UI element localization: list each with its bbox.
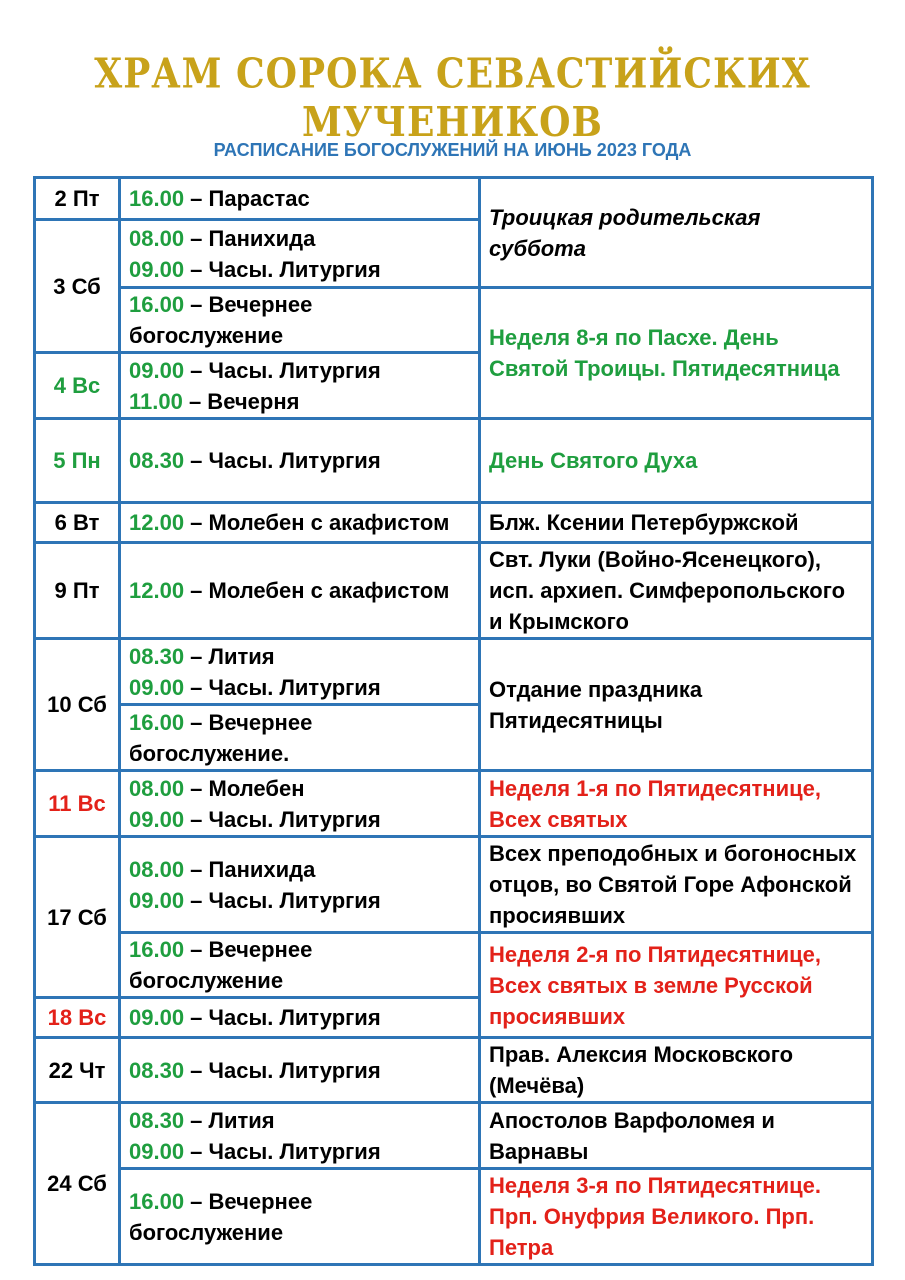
date-cell: 11 Вс: [35, 771, 120, 837]
service-name: – Вечернее богослужение: [129, 1188, 313, 1245]
feast-cell: Свт. Луки (Войно-Ясенецкого), исп. архиеп. Симферопольского и Крымского: [480, 543, 873, 639]
date-cell: 4 Вс: [35, 353, 120, 419]
service-time: 08.30: [129, 448, 185, 473]
schedule-subtitle: РАСПИСАНИЕ БОГОСЛУЖЕНИЙ НА ИЮНЬ 2023 ГОДА: [213, 140, 692, 160]
service-time: 08.00: [129, 225, 185, 251]
service-cell: [120, 503, 480, 543]
service-time: 16.00: [129, 709, 185, 735]
date-cell: 2 Пт: [35, 178, 120, 220]
feast-cell: Всех преподобных и богоносных отцов, во Святой Горе Афонской просиявших: [480, 837, 873, 933]
feast-cell: Неделя 2-я по Пятидесятнице, Всех святых в земле Русской просиявших: [480, 933, 873, 1038]
feast-cell: Апостолов Варфоломея и Варнавы: [480, 1103, 873, 1169]
service-time: 08.00: [129, 856, 185, 882]
table-row: [35, 1103, 873, 1169]
service-time: 09.00: [129, 1005, 185, 1030]
service-time: 11.00: [129, 388, 183, 414]
schedule-table: [33, 176, 874, 1266]
date-cell: 10 Сб: [35, 639, 120, 771]
date-cell: 3 Сб: [35, 220, 120, 353]
table-row: [35, 1038, 873, 1103]
table-row: [35, 419, 873, 503]
service-name: – Часы. Литургия: [184, 1057, 381, 1083]
date-cell: 18 Вс: [35, 998, 120, 1038]
service-name: – Часы. Литургия: [184, 256, 381, 282]
service-name: – Молебен с акафистом: [184, 578, 450, 603]
date-cell: 6 Вт: [35, 503, 120, 543]
date-cell: 22 Чт: [35, 1038, 120, 1103]
feast-cell: Неделя 8-я по Пасхе. День Святой Троицы. Пятидесятница: [480, 288, 873, 419]
feast-cell: Блж. Ксении Петербуржской: [480, 503, 873, 543]
service-name: – Панихида: [184, 225, 316, 251]
service-name: – Лития: [184, 1107, 275, 1133]
table-row: [35, 178, 873, 220]
date-cell: 9 Пт: [35, 543, 120, 639]
table-row: [35, 503, 873, 543]
service-name: – Парастас: [184, 186, 310, 211]
service-time: 08.30: [129, 1057, 185, 1083]
table-row: [35, 1169, 873, 1265]
service-name: – Часы. Литургия: [184, 806, 381, 832]
date-cell: 5 Пн: [35, 419, 120, 503]
service-time: 08.00: [129, 775, 185, 801]
service-cell: [120, 353, 480, 419]
service-cell: [120, 837, 480, 933]
feast-cell: Троицкая родительская суббота: [480, 178, 873, 288]
service-time: 12.00: [129, 578, 185, 603]
service-name: – Вечерня: [182, 388, 300, 414]
service-time: 09.00: [129, 887, 185, 913]
service-name: – Часы. Литургия: [184, 887, 381, 913]
table-row: [35, 837, 873, 933]
service-cell: [120, 705, 480, 771]
church-title: ХРАМ СОРОКА СЕВАСТИЙСКИХ МУЧЕНИКОВ: [94, 49, 811, 147]
service-name: – Часы. Литургия: [184, 1005, 381, 1030]
service-name: – Панихида: [184, 856, 316, 882]
date-cell: 24 Сб: [35, 1103, 120, 1265]
table-row: [35, 639, 873, 705]
feast-cell: Неделя 1-я по Пятидесятнице, Всех святых: [480, 771, 873, 837]
service-cell: [120, 419, 480, 503]
service-name: – Часы. Литургия: [184, 674, 381, 700]
service-name: – Вечернее богослужение: [129, 937, 313, 993]
service-cell: [120, 771, 480, 837]
feast-cell: День Святого Духа: [480, 419, 873, 503]
service-cell: [120, 1103, 480, 1169]
service-cell: [120, 1038, 480, 1103]
service-cell: [120, 543, 480, 639]
service-name: – Часы. Литургия: [184, 448, 381, 473]
service-time: 09.00: [129, 1138, 185, 1164]
service-time: 12.00: [129, 510, 185, 535]
service-cell: [120, 220, 480, 288]
service-time: 08.30: [129, 643, 185, 669]
feast-cell: Отдание праздника Пятидесятницы: [480, 639, 873, 771]
service-time: 08.30: [129, 1107, 185, 1133]
service-cell: [120, 933, 480, 998]
service-time: 16.00: [129, 292, 185, 317]
service-cell: [120, 178, 480, 220]
service-cell: [120, 288, 480, 353]
service-name: – Молебен: [184, 775, 305, 801]
service-name: – Молебен с акафистом: [184, 510, 450, 535]
service-time: 09.00: [129, 256, 185, 282]
table-row: [35, 771, 873, 837]
service-name: – Вечернее богослужение.: [129, 709, 313, 766]
table-row: [35, 543, 873, 639]
service-time: 16.00: [129, 1188, 185, 1214]
feast-cell: Неделя 3-я по Пятидесятнице. Прп. Онуфрия Великого. Прп. Петра: [480, 1169, 873, 1265]
service-name: – Лития: [184, 643, 275, 669]
service-cell: [120, 639, 480, 705]
service-time: 09.00: [129, 357, 185, 383]
table-row: [35, 933, 873, 998]
service-cell: [120, 998, 480, 1038]
table-row: [35, 288, 873, 353]
service-time: 16.00: [129, 186, 185, 211]
service-time: 09.00: [129, 674, 185, 700]
feast-cell: Прав. Алексия Московского (Мечёва): [480, 1038, 873, 1103]
service-time: 16.00: [129, 937, 185, 962]
service-cell: [120, 1169, 480, 1265]
date-cell: 17 Сб: [35, 837, 120, 998]
service-name: – Вечернее богослужение: [129, 292, 313, 348]
service-name: – Часы. Литургия: [184, 1138, 381, 1164]
service-name: – Часы. Литургия: [184, 357, 381, 383]
service-time: 09.00: [129, 806, 185, 832]
